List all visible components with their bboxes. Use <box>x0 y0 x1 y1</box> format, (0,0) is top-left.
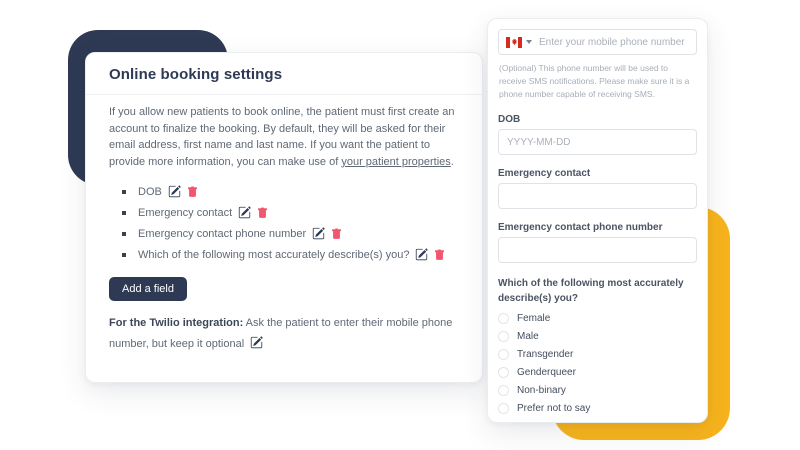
edit-icon[interactable] <box>312 227 325 240</box>
dob-field-group <box>498 114 697 155</box>
chevron-down-icon[interactable] <box>526 40 532 44</box>
phone-input-group <box>498 29 697 55</box>
emergency-contact-label: Emergency contact <box>498 168 591 179</box>
booking-fields-list <box>122 181 459 265</box>
edit-icon[interactable] <box>415 248 428 261</box>
list-item-emergency-phone <box>122 223 459 244</box>
bullet-icon <box>122 232 126 236</box>
describe-question-label: Which of the following most accurately describe(s) you? <box>498 278 684 304</box>
radio-circle-icon[interactable] <box>498 313 509 324</box>
radio-circle-icon[interactable] <box>498 385 509 396</box>
delete-icon[interactable] <box>257 207 268 219</box>
radio-option-non-binary[interactable] <box>498 385 697 396</box>
mobile-phone-input[interactable] <box>539 37 689 48</box>
settings-card-body <box>86 95 482 371</box>
emergency-contact-input[interactable] <box>498 183 697 209</box>
intro-text-start: If you allow new patients to book online, the patient must first create an account to finalize the booking. By default, they will be asked for their email address, first name and last name. If you want the patient to provide more information, you can make use of <box>109 106 455 168</box>
settings-card <box>85 52 483 383</box>
intro-text <box>109 104 459 170</box>
edit-icon[interactable] <box>250 336 263 349</box>
describe-radio-group <box>498 276 697 414</box>
page-title: Online booking settings <box>109 66 283 83</box>
radio-option-transgender[interactable] <box>498 349 697 360</box>
intro-text-end: . <box>450 155 454 168</box>
radio-label: Female <box>517 313 551 324</box>
radio-label: Transgender <box>517 349 574 360</box>
radio-label: Prefer not to say <box>517 403 591 414</box>
field-label: DOB <box>138 185 162 198</box>
settings-card-header <box>86 53 482 95</box>
radio-circle-icon[interactable] <box>498 349 509 360</box>
emergency-phone-input[interactable] <box>498 237 697 263</box>
delete-icon[interactable] <box>331 228 342 240</box>
emergency-contact-field-group <box>498 168 697 209</box>
field-label: Emergency contact phone number <box>138 227 307 240</box>
field-label: Emergency contact <box>138 206 233 219</box>
radio-option-prefer-not-to-say[interactable] <box>498 403 697 414</box>
add-field-button[interactable]: Add a field <box>109 277 187 301</box>
delete-icon[interactable] <box>187 186 198 198</box>
canada-flag-icon[interactable] <box>506 37 522 48</box>
twilio-note <box>109 313 459 355</box>
dob-label: DOB <box>498 114 521 125</box>
list-item-describe-question <box>122 244 459 265</box>
radio-label: Genderqueer <box>517 367 576 378</box>
radio-circle-icon[interactable] <box>498 331 509 342</box>
radio-option-female[interactable] <box>498 313 697 324</box>
phone-help-text: (Optional) This phone number will be used to receive SMS notifications. Please make sure it is a phone number capable of receiving SMS. <box>499 63 690 99</box>
list-item-emergency-contact <box>122 202 459 223</box>
radio-label: Male <box>517 331 539 342</box>
delete-icon[interactable] <box>434 249 445 261</box>
radio-circle-icon[interactable] <box>498 367 509 378</box>
edit-icon[interactable] <box>168 185 181 198</box>
dob-input[interactable] <box>498 129 697 155</box>
radio-option-male[interactable] <box>498 331 697 342</box>
edit-icon[interactable] <box>238 206 251 219</box>
booking-form-card <box>487 18 708 423</box>
bullet-icon <box>122 211 126 215</box>
emergency-phone-label: Emergency contact phone number <box>498 222 663 233</box>
list-item-dob <box>122 181 459 202</box>
radio-label: Non-binary <box>517 385 566 396</box>
twilio-note-bold: For the Twilio integration: <box>109 317 244 329</box>
patient-properties-link[interactable]: your patient properties <box>341 155 451 168</box>
bullet-icon <box>122 190 126 194</box>
radio-circle-icon[interactable] <box>498 403 509 414</box>
twilio-note-rest: Ask the patient to enter their mobile phone number, but keep it optional <box>109 317 453 350</box>
field-label: Which of the following most accurately describe(s) you? <box>138 248 410 261</box>
bullet-icon <box>122 253 126 257</box>
radio-option-genderqueer[interactable] <box>498 367 697 378</box>
emergency-phone-field-group <box>498 222 697 263</box>
